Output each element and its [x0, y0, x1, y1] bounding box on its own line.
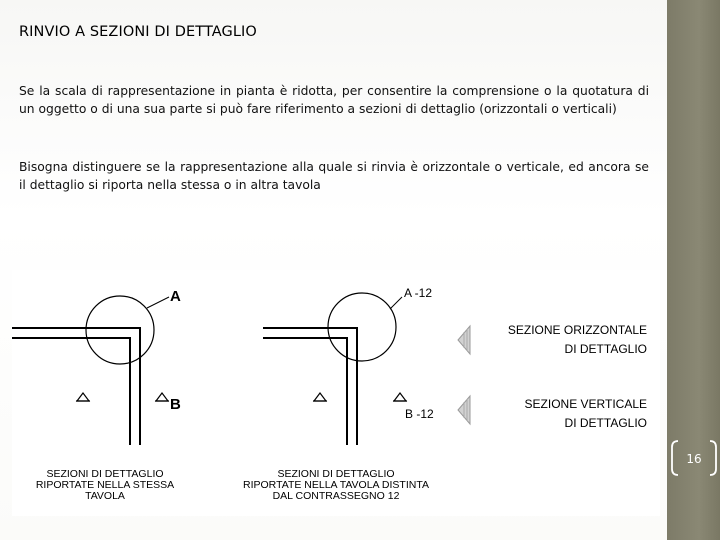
- middle-caption-line2: RIPORTATE NELLA TAVOLA DISTINTA: [243, 479, 429, 491]
- paragraph-intro: Se la scala di rappresentazione in pianta è ridotta, per consentire la comprensione o la quotatura di un oggetto o di una sua parte si può fare riferimento a sezioni di dettaglio (orizzontali o verticali): [19, 84, 649, 117]
- middle-wall-inner: [263, 338, 347, 445]
- legend: [458, 323, 647, 430]
- middle-caption-line3: DAL CONTRASSEGNO 12: [272, 490, 400, 502]
- middle-wall-outer: [263, 328, 357, 445]
- left-marker-1: [76, 393, 90, 401]
- detail-sections-figure: [12, 270, 660, 516]
- middle-leader-line: [390, 297, 402, 309]
- left-caption-line1: SEZIONI DI DETTAGLIO: [46, 468, 164, 480]
- legend-horizontal-line1: SEZIONE ORIZZONTALE: [507, 323, 647, 337]
- left-wall-inner: [12, 338, 130, 445]
- left-label-a: A: [170, 288, 181, 305]
- left-marker-2: [155, 393, 169, 401]
- left-caption-line3: TAVOLA: [85, 490, 125, 502]
- page-number: 16: [686, 452, 702, 466]
- left-detail-circle: [86, 296, 154, 364]
- middle-label-b: B -12: [405, 407, 434, 421]
- left-leader-line: [147, 297, 169, 308]
- left-wall-outer: [12, 328, 140, 445]
- middle-label-a: A -12: [404, 286, 433, 300]
- left-caption-line2: RIPORTATE NELLA STESSA: [35, 479, 175, 491]
- middle-marker-2: [393, 393, 407, 401]
- legend-vertical-line2: DI DETTAGLIO: [564, 416, 647, 430]
- middle-marker-1: [313, 393, 327, 401]
- paragraph-distinction: Bisogna distinguere se la rappresentazione alla quale si rinvia è orizzontale o verticale, ed ancora se il dettaglio si riporta nella stessa o in altra tavola: [19, 160, 649, 193]
- left-label-b: B: [170, 396, 181, 413]
- horizontal-section-symbol: [458, 326, 470, 354]
- legend-vertical-line1: SEZIONE VERTICALE: [524, 397, 647, 411]
- middle-drawing: [243, 286, 434, 502]
- left-drawing: [12, 288, 181, 502]
- legend-horizontal-line2: DI DETTAGLIO: [564, 342, 647, 356]
- vertical-section-symbol: [458, 396, 470, 424]
- middle-caption-line1: SEZIONI DI DETTAGLIO: [277, 468, 395, 480]
- slide-title: RINVIO A SEZIONI DI DETTAGLIO: [19, 24, 257, 40]
